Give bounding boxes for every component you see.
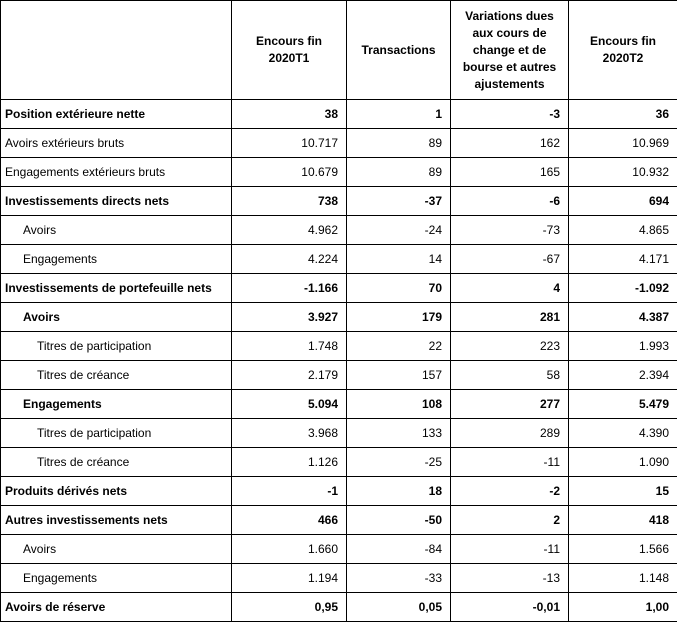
value-encours-2020t1: 2.179 <box>232 361 347 390</box>
value-encours-2020t2: -1.092 <box>569 274 677 303</box>
value-encours-2020t2: 418 <box>569 506 677 535</box>
value-encours-2020t2: 1.148 <box>569 564 677 593</box>
value-transactions: 89 <box>347 158 451 187</box>
value-encours-2020t1: 738 <box>232 187 347 216</box>
value-transactions: 133 <box>347 419 451 448</box>
row-label: Titres de participation <box>1 419 232 448</box>
value-variations: -6 <box>451 187 569 216</box>
value-encours-2020t1: 1.194 <box>232 564 347 593</box>
row-label: Engagements <box>1 564 232 593</box>
value-encours-2020t2: 15 <box>569 477 677 506</box>
value-encours-2020t1: 3.927 <box>232 303 347 332</box>
value-variations: -3 <box>451 100 569 129</box>
table-body <box>1 100 677 622</box>
value-encours-2020t1: 0,95 <box>232 593 347 622</box>
table-row <box>1 303 677 332</box>
table-row <box>1 187 677 216</box>
table-row <box>1 245 677 274</box>
value-encours-2020t2: 5.479 <box>569 390 677 419</box>
value-variations: 58 <box>451 361 569 390</box>
value-transactions: -37 <box>347 187 451 216</box>
value-variations: 4 <box>451 274 569 303</box>
row-label: Avoirs de réserve <box>1 593 232 622</box>
value-transactions: 18 <box>347 477 451 506</box>
table-row <box>1 448 677 477</box>
value-variations: 2 <box>451 506 569 535</box>
header-encours-2020t2: Encours fin 2020T2 <box>569 1 677 100</box>
header-blank <box>1 1 232 100</box>
row-label: Engagements <box>1 245 232 274</box>
table-row <box>1 158 677 187</box>
value-variations: 162 <box>451 129 569 158</box>
table-row <box>1 332 677 361</box>
value-variations: 223 <box>451 332 569 361</box>
value-encours-2020t2: 36 <box>569 100 677 129</box>
value-variations: -11 <box>451 448 569 477</box>
value-variations: -0,01 <box>451 593 569 622</box>
value-encours-2020t1: -1 <box>232 477 347 506</box>
value-transactions: -24 <box>347 216 451 245</box>
value-encours-2020t1: 3.968 <box>232 419 347 448</box>
row-label: Titres de créance <box>1 361 232 390</box>
row-label: Titres de participation <box>1 332 232 361</box>
table-row <box>1 100 677 129</box>
value-encours-2020t2: 1.566 <box>569 535 677 564</box>
row-label: Engagements <box>1 390 232 419</box>
value-encours-2020t2: 1,00 <box>569 593 677 622</box>
value-encours-2020t1: 1.126 <box>232 448 347 477</box>
row-label: Investissements de portefeuille nets <box>1 274 232 303</box>
header-encours-2020t1: Encours fin 2020T1 <box>232 1 347 100</box>
value-variations: -67 <box>451 245 569 274</box>
row-label: Position extérieure nette <box>1 100 232 129</box>
value-variations: 165 <box>451 158 569 187</box>
value-encours-2020t2: 4.387 <box>569 303 677 332</box>
value-transactions: 89 <box>347 129 451 158</box>
row-label: Titres de créance <box>1 448 232 477</box>
value-transactions: 14 <box>347 245 451 274</box>
value-encours-2020t1: -1.166 <box>232 274 347 303</box>
table-row <box>1 216 677 245</box>
table-row <box>1 419 677 448</box>
value-encours-2020t1: 4.962 <box>232 216 347 245</box>
value-encours-2020t1: 10.679 <box>232 158 347 187</box>
value-variations: -11 <box>451 535 569 564</box>
value-transactions: 22 <box>347 332 451 361</box>
value-variations: -13 <box>451 564 569 593</box>
table-row <box>1 593 677 622</box>
value-transactions: 0,05 <box>347 593 451 622</box>
value-encours-2020t1: 4.224 <box>232 245 347 274</box>
value-encours-2020t2: 10.969 <box>569 129 677 158</box>
value-variations: 289 <box>451 419 569 448</box>
value-variations: 277 <box>451 390 569 419</box>
header-row <box>1 1 677 100</box>
value-encours-2020t2: 4.171 <box>569 245 677 274</box>
row-label: Autres investissements nets <box>1 506 232 535</box>
row-label: Avoirs <box>1 535 232 564</box>
table-row <box>1 274 677 303</box>
row-label: Avoirs <box>1 303 232 332</box>
value-transactions: 157 <box>347 361 451 390</box>
value-transactions: -84 <box>347 535 451 564</box>
table-row <box>1 506 677 535</box>
value-transactions: -33 <box>347 564 451 593</box>
row-label: Produits dérivés nets <box>1 477 232 506</box>
header-transactions: Transactions <box>347 1 451 100</box>
table-row <box>1 129 677 158</box>
value-encours-2020t1: 1.748 <box>232 332 347 361</box>
table-row <box>1 477 677 506</box>
value-encours-2020t2: 4.390 <box>569 419 677 448</box>
value-encours-2020t2: 1.993 <box>569 332 677 361</box>
value-encours-2020t1: 1.660 <box>232 535 347 564</box>
value-transactions: 179 <box>347 303 451 332</box>
value-variations: -73 <box>451 216 569 245</box>
value-encours-2020t2: 4.865 <box>569 216 677 245</box>
value-variations: 281 <box>451 303 569 332</box>
value-encours-2020t2: 1.090 <box>569 448 677 477</box>
row-label: Avoirs extérieurs bruts <box>1 129 232 158</box>
value-transactions: 1 <box>347 100 451 129</box>
header-variations: Variations dues aux cours de change et de bourse et autres ajustements <box>451 1 569 100</box>
row-label: Avoirs <box>1 216 232 245</box>
table-row <box>1 361 677 390</box>
row-label: Investissements directs nets <box>1 187 232 216</box>
row-label: Engagements extérieurs bruts <box>1 158 232 187</box>
value-encours-2020t2: 10.932 <box>569 158 677 187</box>
value-transactions: 70 <box>347 274 451 303</box>
table-row <box>1 390 677 419</box>
value-transactions: -25 <box>347 448 451 477</box>
value-transactions: -50 <box>347 506 451 535</box>
value-transactions: 108 <box>347 390 451 419</box>
value-encours-2020t1: 5.094 <box>232 390 347 419</box>
value-encours-2020t1: 38 <box>232 100 347 129</box>
value-encours-2020t2: 694 <box>569 187 677 216</box>
table-row <box>1 564 677 593</box>
value-encours-2020t2: 2.394 <box>569 361 677 390</box>
table-row <box>1 535 677 564</box>
value-variations: -2 <box>451 477 569 506</box>
value-encours-2020t1: 466 <box>232 506 347 535</box>
value-encours-2020t1: 10.717 <box>232 129 347 158</box>
